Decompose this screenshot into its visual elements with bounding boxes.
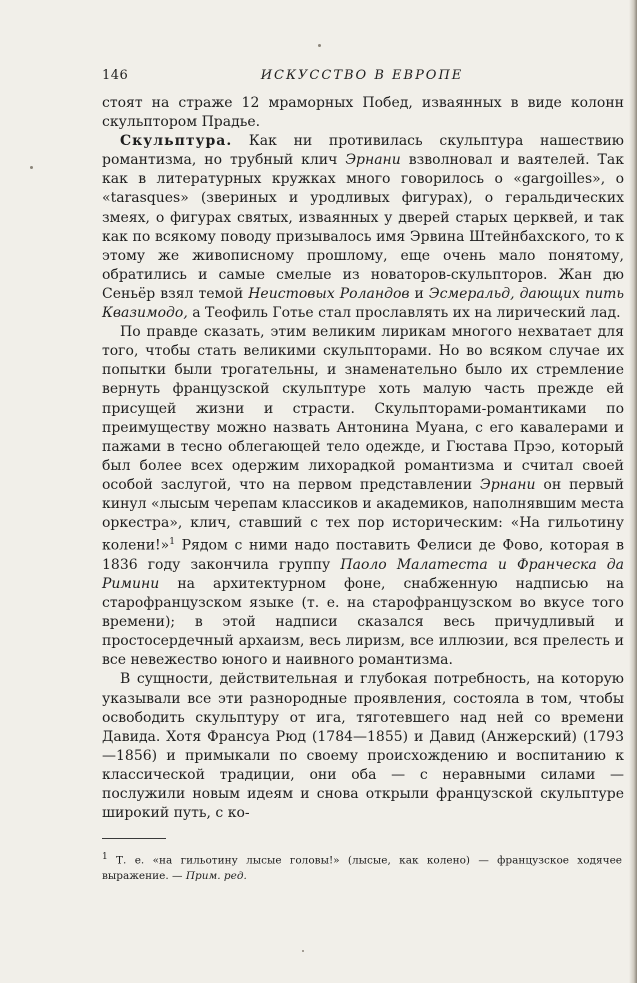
paragraph-4: В сущности, действительная и глубокая потребность, на которую указывали все эти разнородные проявления, состояла в том, чтобы освободить скульптуру от ига, тяготевшего над ней со времени Давида. Хотя Франсуа Рюд (1784—1855) и Давид (Анжерский) (1793—1856) и примыкали по своему происхождению и воспитанию к классической традиции, они оба — с неравными силами — послужили новым идеям и снова открыли французской скульптуре широкий путь, с ко- xyxy=(102,671,624,822)
paragraph-3-text-3: Рядом с ними надо поставить Фелиси де Фово, которая в 1836 году закончила группу xyxy=(102,537,624,573)
section-lead: Скульптура. xyxy=(120,133,233,150)
footnote-ref[interactable]: 1 xyxy=(169,537,175,548)
page-header xyxy=(102,68,622,88)
paper-speck xyxy=(302,950,304,952)
paragraph-3-text-2: он первый кинул «лысым черепам классиков и академиков, наполнявшим места оркестра», клич, ставший с тех пор историческим: «На гильотину колени!» xyxy=(102,476,624,554)
paragraph-3 xyxy=(102,323,624,670)
footnote-text: Т. е. «на гильотину лысые головы!» (лысые, как колено) — французское ходячее выражение. — xyxy=(102,854,622,882)
title-rolandy: Неистовых Роландов xyxy=(248,285,410,302)
footnote xyxy=(102,850,622,884)
main-text xyxy=(102,94,624,823)
paragraph-2 xyxy=(102,132,624,323)
paper-speck xyxy=(318,44,321,47)
footnote-number: 1 xyxy=(102,852,108,862)
page-edge-shadow xyxy=(629,0,637,983)
paragraph-2-text-1: Как ни противилась скульптура нашествию романтизма, но трубный клич xyxy=(102,133,624,169)
title-paolo-francesca: Паоло Малатеста и Франческа да Римини xyxy=(102,556,624,592)
paragraph-2-text-3: и xyxy=(409,285,429,302)
paragraph-1: стоят на страже 12 мраморных Побед, изваянных в виде колонн скульптором Прадье. xyxy=(102,95,624,131)
title-ernani: Эрнани xyxy=(345,152,401,169)
title-esmeraldy: Эсмеральд, дающих пить Квазимодо, xyxy=(102,285,624,322)
footnote-divider xyxy=(102,838,166,839)
paragraph-3-text-1: По правде сказать, этим великим лирикам многого нехватает для того, чтобы стать великими скульпторами. Но во всяком случае их попытки были трогательны, и знаменательно было их стремление вернуть французской скульптуре хоть малую часть прежде ей присущей жизни и страсти. Скульпторами-романтиками по преимуществу можно назвать Антонина Муана, с его кавалерами и пажами в тесно облегающей тело одежде, и Гюстава Прэо, который был более всех одержим лихорадкой романтизма и считал своей особой заслугой, что на первом представлении xyxy=(102,324,624,493)
footnote-attribution: Прим. ред. xyxy=(185,869,247,882)
paragraph-2-text-4: а Теофиль Готье стал прославлять их на лирический лад. xyxy=(187,305,621,322)
page-number: 146 xyxy=(102,68,129,83)
running-title: ИСКУССТВО В ЕВРОПЕ xyxy=(260,68,464,83)
paper-speck xyxy=(30,166,33,169)
title-ernani-2: Эрнани xyxy=(479,476,536,493)
paragraph-3-text-4: на архитектурном фоне, снабженную надписью на старофранцузском языке (т. е. на старофранцузском во вкусе того времени); в этой надписи сказался весь причудливый и простосердечный архаизм, весь лиризм, все иллюзии, вся прелесть и все невежество юного и наивного романтизма. xyxy=(102,576,624,669)
paragraph-2-text-2: взволновал и ваятелей. Так как в литературных кружках много говорилось о «gargoilles», о «tarasques» (звериных и уродливых фигурах), о геральдических змеях, о фигурах святых, изваянных у дверей старых церквей, и так как по всякому поводу призывалось имя Эрвина Штейнбахского, то к этому же живописному прошлому, еще очень мало понятому, обратились и самые смелые из новаторов-скульпторов. Жан дю Сеньёр взял темой xyxy=(102,152,624,302)
